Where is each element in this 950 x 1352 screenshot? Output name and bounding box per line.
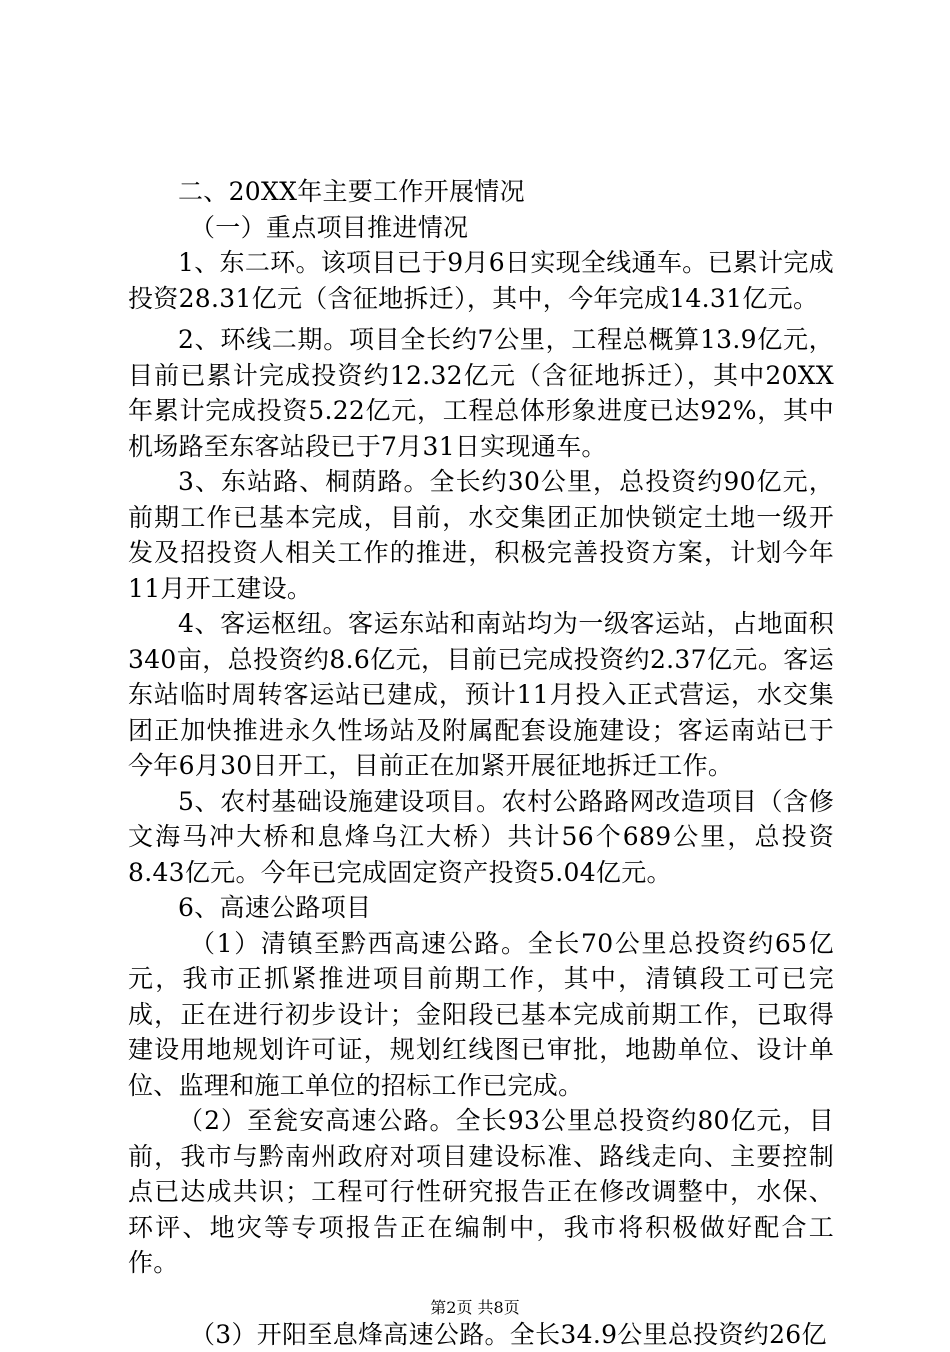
paragraph-item-5: 5、农村基础设施建设项目。农村公路路网改造项目（含修文海马冲大桥和息烽乌江大桥）共计56个689公里，总投资8.43亿元。今年已完成固定资产投资5.04亿元。 (128, 784, 834, 891)
page-footer: 第2页 共8页 (0, 1298, 950, 1318)
subsection-heading: （一）重点项目推进情况 (128, 210, 834, 246)
paragraph-item-3: 3、东站路、桐荫路。全长约30公里，总投资约90亿元，前期工作已基本完成，目前，水交集团正加快锁定土地一级开发及招投资人相关工作的推进，积极完善投资方案，计划今年11月开工建设。 (128, 464, 834, 606)
document-body (128, 174, 834, 1352)
paragraph-item-6-1: （1）清镇至黔西高速公路。全长70公里总投资约65亿元，我市正抓紧推进项目前期工作，其中，清镇段工可已完成，正在进行初步设计；金阳段已基本完成前期工作，已取得建设用地规划许可证，规划红线图已审批，地勘单位、设计单位、监理和施工单位的招标工作已完成。 (128, 926, 834, 1104)
paragraph-item-1: 1、东二环。该项目已于9月6日实现全线通车。已累计完成投资28.31亿元（含征地拆迁），其中，今年完成14.31亿元。 (128, 245, 834, 316)
paragraph-item-6-2: （2）至瓮安高速公路。全长93公里总投资约80亿元，目前，我市与黔南州政府对项目建设标准、路线走向、主要控制点已达成共识；工程可行性研究报告正在修改调整中，水保、环评、地灾等专项报告正在编制中，我市将积极做好配合工作。 (128, 1103, 834, 1281)
paragraph-item-2: 2、环线二期。项目全长约7公里，工程总概算13.9亿元，目前已累计完成投资约12.32亿元（含征地拆迁），其中20XX年累计完成投资5.22亿元，工程总体形象进度已达92%，其中机场路至东客站段已于7月31日实现通车。 (128, 322, 834, 464)
paragraph-item-4: 4、客运枢纽。客运东站和南站均为一级客运站，占地面积340亩，总投资约8.6亿元，目前已完成投资约2.37亿元。客运东站临时周转客运站已建成，预计11月投入正式营运，水交集团正加快推进永久性场站及附属配套设施建设；客运南站已于今年6月30日开工，目前正在加紧开展征地拆迁工作。 (128, 606, 834, 784)
paragraph-item-6-3: （3）开阳至息烽高速公路。全长34.9公里总投资约26亿 (128, 1317, 834, 1352)
paragraph-item-6: 6、高速公路项目 (128, 890, 834, 926)
section-heading: 二、20XX年主要工作开展情况 (128, 174, 834, 210)
